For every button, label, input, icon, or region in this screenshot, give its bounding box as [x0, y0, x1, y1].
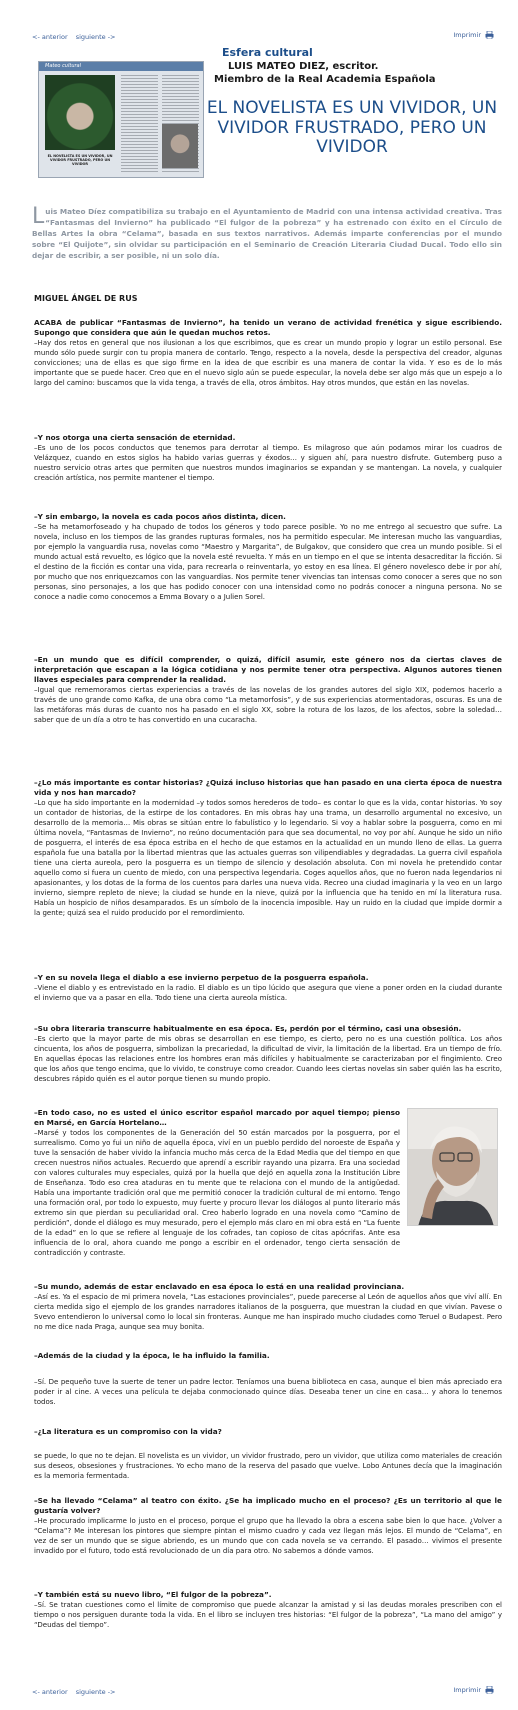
qa-block [34, 1108, 400, 1258]
qa-block [34, 655, 502, 725]
answer: –Es cierto que la mayor parte de mis obras se desarrollan en ese tiempo, es cierto, pero no es una cuestión política. Los años cincuenta, los años de posguerra, simbolizan la precariedad, la dificultad de vivir, la limitación de la libertad. Era un tiempo de frío. En aquellas épocas las relaciones entre los hombres eran más difíciles y habitualmente se caracterizaban por el fingimiento. Creo que los años que tengo encima, que lo vivido, te construye como creador. Cuando lees ciertas novelas sin saber quién las ha escrito, descubres rápido quién es el autor porque tienen su mundo propio. [34, 1035, 502, 1083]
qa-block [34, 778, 502, 918]
question: –En todo caso, no es usted el único escritor español marcado por aquel tiempo; pienso en Marsé, en García Hortelano… [34, 1108, 400, 1127]
print-label: Imprimir [453, 1686, 481, 1694]
question: –¿La literatura es un compromiso con la vida? [34, 1427, 222, 1436]
answer: –Sí. De pequeño tuve la suerte de tener un padre lector. Teníamos una buena biblioteca en casa, aunque el bien más apreciado era poder ir al cine. A veces una película te dejaba conmocionado quince días. Deseaba tener un cine en casa… y ahora lo tenemos todos. [34, 1378, 502, 1406]
qa-block [34, 433, 502, 483]
answer: –Así es. Ya el espacio de mi primera novela, “Las estaciones provinciales”, puede parecerse al León de aquellos años que viví allí. En cierta medida sigo el ejemplo de los grandes narradores italianos de la posguerra, que muestran la ciudad en que vivían. Pavese o Svevo entendieron lo universal como lo local sin fronteras. Aunque me han inspirado mucho ciudades como Teruel o Budapest. Pero no me dice nada Praga, aunque sea muy bonita. [34, 1293, 502, 1331]
lead-paragraph [32, 206, 502, 261]
top-print-button[interactable] [453, 31, 494, 39]
print-label: Imprimir [453, 31, 481, 39]
answer: –Marsé y todos los componentes de la Generación del 50 están marcados por la posguerra, por el surrealismo. Como yo fui un niño de aquella época, viví en un pueblo perdido del noroeste de España y tuve la sensación de haber vivido la infancia mucho más cerca de la Edad Media que del tiempo en que crecen nuestros niños actuales. Recuerdo que aprendí a escribir rayando una pizarra. Era una sociedad con valores culturales muy especiales, quizá por la huella que dejó en aquella zona la Institución Libre de Enseñanza. Todo eso crea ataduras en tu mente que te relaciona con el mundo de la antigüedad. Había una importante tradición oral que me permitió conocer la tradición cultural de mi entorno. Tengo una formación oral, por todo lo expuesto, muy fuerte y procuro llevar los diálogos al punto literario más extremo sin que pierdan su peculiaridad oral. Creo haberlo logrado en una novela como “Camino de perdición”, donde el diálogo es muy mesurado, pero el ejemplo más claro en mi obra está en “La fuente de la edad” en lo que se refiere al lenguaje de los cofrades, tan copioso de citas apócrifas. Ante esa influencia de lo oral, ahora cuando me pongo a escribir en el ordenador, tengo cierta sensación de contradicción y contraste. [34, 1129, 400, 1257]
next-link[interactable]: siguiente -> [75, 33, 116, 41]
thumbnail-band-label: Mateo cultural [45, 63, 82, 69]
question: –Y también está su nuevo libro, “El fulgor de la pobreza”. [34, 1590, 272, 1599]
qa-block [34, 1590, 502, 1630]
question: –Además de la ciudad y la época, le ha influido la familia. [34, 1351, 270, 1360]
thumbnail-band [39, 62, 204, 71]
question: –Su mundo, además de estar enclavado en esa época lo está en una realidad provinciana. [34, 1282, 405, 1291]
answer: se puede, lo que no te dejan. El novelista es un vividor, un vividor frustrado, pero un vividor, que utiliza como materiales de creación sus deseos, obsesiones y frustraciones. Yo echo mano de la reserva del pasado que vuelve. Lobo Antunes decía que la imaginación es la memoria fermentada. [34, 1452, 502, 1480]
bottom-print-button[interactable] [453, 1686, 494, 1694]
question: –Se ha llevado “Celama” al teatro con éxito. ¿Se ha implicado mucho en el proceso? ¿Es un territorio al que le gustaría volver? [34, 1496, 502, 1515]
thumbnail-photo [45, 75, 115, 150]
qa-block [34, 318, 502, 388]
thumbnail-portrait [162, 124, 198, 168]
question: –¿Lo más importante es contar historias? ¿Quizá incluso historias que han pasado en una cierta época de nuestra vida y nos han marcado? [34, 778, 502, 797]
answer: –Igual que rememoramos ciertas experiencias a través de las novelas de los grandes autores del siglo XIX, podemos hacerlo a través de uno grande como Kafka, de una obra como “La metamorfosis”, y de sus experiencias atormentadoras, oscuras. Es una de las metáforas más duras de cuanto nos ha pasado en el siglo XX, sobre la rotura de los lazos, de los afectos, sobre la soledad… saber que de un día a otro te has convertido en una cucaracha. [34, 686, 502, 724]
qa-block [34, 1451, 502, 1481]
bottom-nav [32, 1688, 122, 1696]
qa-block [34, 1377, 502, 1407]
question: ACABA de publicar “Fantasmas de Invierno”, ha tenido un verano de actividad frenética y sigue escribiendo. Supongo que considera que aún le quedan muchos retos. [34, 318, 502, 337]
qa-block [34, 1496, 502, 1556]
qa-block [34, 512, 502, 602]
answer: –Hay dos retos en general que nos ilusionan a los que escribimos, que es crear un mundo propio y lograr un estilo personal. Ese mundo sólo puede surgir con tu propia manera de contarlo. Tengo, respecto a la novela, desde la perspectiva del creador, algunas convicciones; una de ellas es que sigo firme en la idea de que escribir es una manera de contar la vida. Y eso es de lo más importante que se puede hacer. Creo que en el nuevo siglo aún se puede especular, la novela debe ser algo más que un espejo a lo largo del camino: buscamos que la vida tenga, a través de ella, otros ámbitos. Hay otros mundos, que están en las novelas. [34, 339, 502, 387]
answer: –He procurado implicarme lo justo en el proceso, porque el grupo que ha llevado la obra a escena sabe bien lo que hace. ¿Volver a “Celama”? Me interesan los pintores que siempre pintan el mismo cuadro y cada vez llegan más lejos. El mundo de “Celama”, en vez de ser un mundo que se sigue abriendo, es un mundo que con cada novela se va cerrando. El pasado… vivimos el presente invadido por el futuro, todo está revolucionado de un día para otro. No sabemos a dónde vamos. [34, 1517, 502, 1555]
author-portrait [407, 1108, 498, 1226]
question: –Y en su novela llega el diablo a ese invierno perpetuo de la posguerra española. [34, 973, 369, 982]
printer-icon [485, 31, 494, 39]
qa-block [34, 1282, 502, 1332]
magazine-thumbnail [38, 61, 204, 178]
drop-cap: L [32, 204, 45, 229]
printer-icon [485, 1686, 494, 1694]
author-title: Miembro de la Real Academia Española [214, 74, 436, 85]
answer: –Sí. Se tratan cuestiones como el límite de compromiso que puede alcanzar la amistad y si las deudas morales prescriben con el tiempo o nos persiguen durante toda la vida. En el libro se incluyen tres historias: “El fulgor de la pobreza”, “La mano del amigo” y “Deudas del tiempo”. [34, 1601, 502, 1629]
prev-link[interactable]: <- anterior [32, 1688, 68, 1696]
qa-block [34, 1427, 502, 1437]
headline: EL NOVELISTA ES UN VIVIDOR, UN VIVIDOR FRUSTRADO, PERO UN VIVIDOR [206, 98, 498, 157]
question: –En un mundo que es difícil comprender, o quizá, difícil asumir, este género nos da ciertas claves de interpretación que escapan a la lógica cotidiana y nos permite tener otra perspectiva. Algunos autores tienen llaves especiales para comprender la realidad. [34, 655, 502, 684]
question: –Y nos otorga una cierta sensación de eternidad. [34, 433, 236, 442]
question: –Y sin embargo, la novela es cada pocos años distinta, dicen. [34, 512, 286, 521]
question: –Su obra literaria transcurre habitualmente en esa época. Es, perdón por el término, casi una obsesión. [34, 1024, 462, 1033]
next-link[interactable]: siguiente -> [75, 1688, 116, 1696]
thumbnail-headline: EL NOVELISTA ES UN VIVIDOR, UN VIVIDOR FRUSTRADO, PERO UN VIVIDOR [47, 154, 113, 166]
answer: –Es uno de los pocos conductos que tenemos para derrotar al tiempo. Es milagroso que aún podamos mirar los cuadros de Velázquez, cuando en estos siglos ha habido varias guerras y éxodos… y siguen ahí, para nuestro disfrute. Gutemberg puso a nuestro servicio otras artes que permiten que nuestros mundos imaginarios se expandan y se mantengan. La novela, y cualquier creación artística, nos permite mantener el tiempo. [34, 444, 502, 482]
byline: MIGUEL ÁNGEL DE RUS [34, 294, 138, 303]
top-nav [32, 33, 122, 41]
lead-text: uis Mateo Díez compatibiliza su trabajo en el Ayuntamiento de Madrid con una intensa actividad creativa. Tras “Fantasmas del Invierno” ha publicado “El fulgor de la pobreza” y ha estrenado con éxito en el Círculo de Bellas Artes la obra “Celama”, basada en sus textos narrativos. Además imparte conferencias por el mundo sobre “El Quijote”, sin olvidar su participación en el Seminario de Creación Literaria Ciudad Ducal. Todo ello sin dejar de escribir, a ser posible, ni un solo día. [32, 207, 502, 260]
answer: –Lo que ha sido importante en la modernidad –y todos somos herederos de todo– es contar lo que es la vida, contar historias. Yo soy un contador de historias, de la estirpe de los contadores. En mis obras hay una trama, un desarrollo argumental no excesivo, un desarrollo de la memoria… Mis obras se sitúan entre lo fabulístico y lo legendario. Si voy a hablar sobre la posguerra, como en mi última novela, “Fantasmas de Invierno”, no reúno documentación para que sea documental, no voy por ahí. Aunque he sido un niño de posguerra, el interés de esa época estriba en el hecho de que estamos en la actualidad en un mundo lleno de ellas. La guerra española fue una batalla por la libertad mientras que las actuales guerras son vilipendiables y degradadas. La guerra civil española tiene una cierta aureola, pero la posguerra es un tiempo de silencio y desolación absoluta. Con mi novela he pretendido contar aquello como si fuera un cuento de miedo, con una perspectiva legendaria. Coges aquellos años, que no fueron nada legendarios ni apasionantes, y los dotas de la forma de los cuentos para darles una nueva vida. Recreo una ciudad imaginaria y la veo en un largo invierno, siempre repleto de nieve; la ciudad se hunde en la nieve, quizá por la influencia que ha tenido en mí la literatura rusa. Había un hospicio de niños desamparados. Es un símbolo de la inocencia imposible. Hay un ruido en la ciudad que impide dormir a la gente; quizá sea el ruido producido por el remordimiento. [34, 799, 502, 917]
prev-link[interactable]: <- anterior [32, 33, 68, 41]
qa-block [34, 1351, 502, 1361]
answer: –Se ha metamorfoseado y ha chupado de todos los géneros y todo parece posible. Yo no me entrego al secuestro que sufre. La novela, incluso en los tiempos de las grandes rupturas formales, nos ha permitido especular. Me interesan mucho las vanguardias, por ejemplo la vanguardia rusa, novelas como “Maestro y Margarita”, de Bulgakov, que considero que crea un mundo posible. Si el mundo actual está revuelto, es lógico que la novela esté revuelta. Y más en un tiempo en el que se intenta desacreditar la ficción. Si el destino de la ficción es contar una vida, para recrearla o reinventarla, yo estoy en esa línea. El género novelesco debe ir por ahí, por mucho que nos enriquezcamos con las vanguardias. Nos permite tener vivencias tan intensas como conocer a seres que no son personas, sino personajes, a los que has podido conocer con una intensidad como no podrás conocer a ninguna persona. No se conoce a nadie como conocemos a Emma Bovary o a Julien Sorel. [34, 523, 502, 601]
section-title: Esfera cultural [222, 46, 313, 59]
author-name: LUIS MATEO DIEZ, escritor. [228, 61, 379, 72]
answer: –Viene el diablo y es entrevistado en la radio. El diablo es un tipo lúcido que asegura que viene a poner orden en la ciudad durante el invierno que va a pasar en ella. Todo tiene una cierta aureola mística. [34, 984, 502, 1002]
qa-block [34, 1024, 502, 1084]
qa-block [34, 973, 502, 1003]
